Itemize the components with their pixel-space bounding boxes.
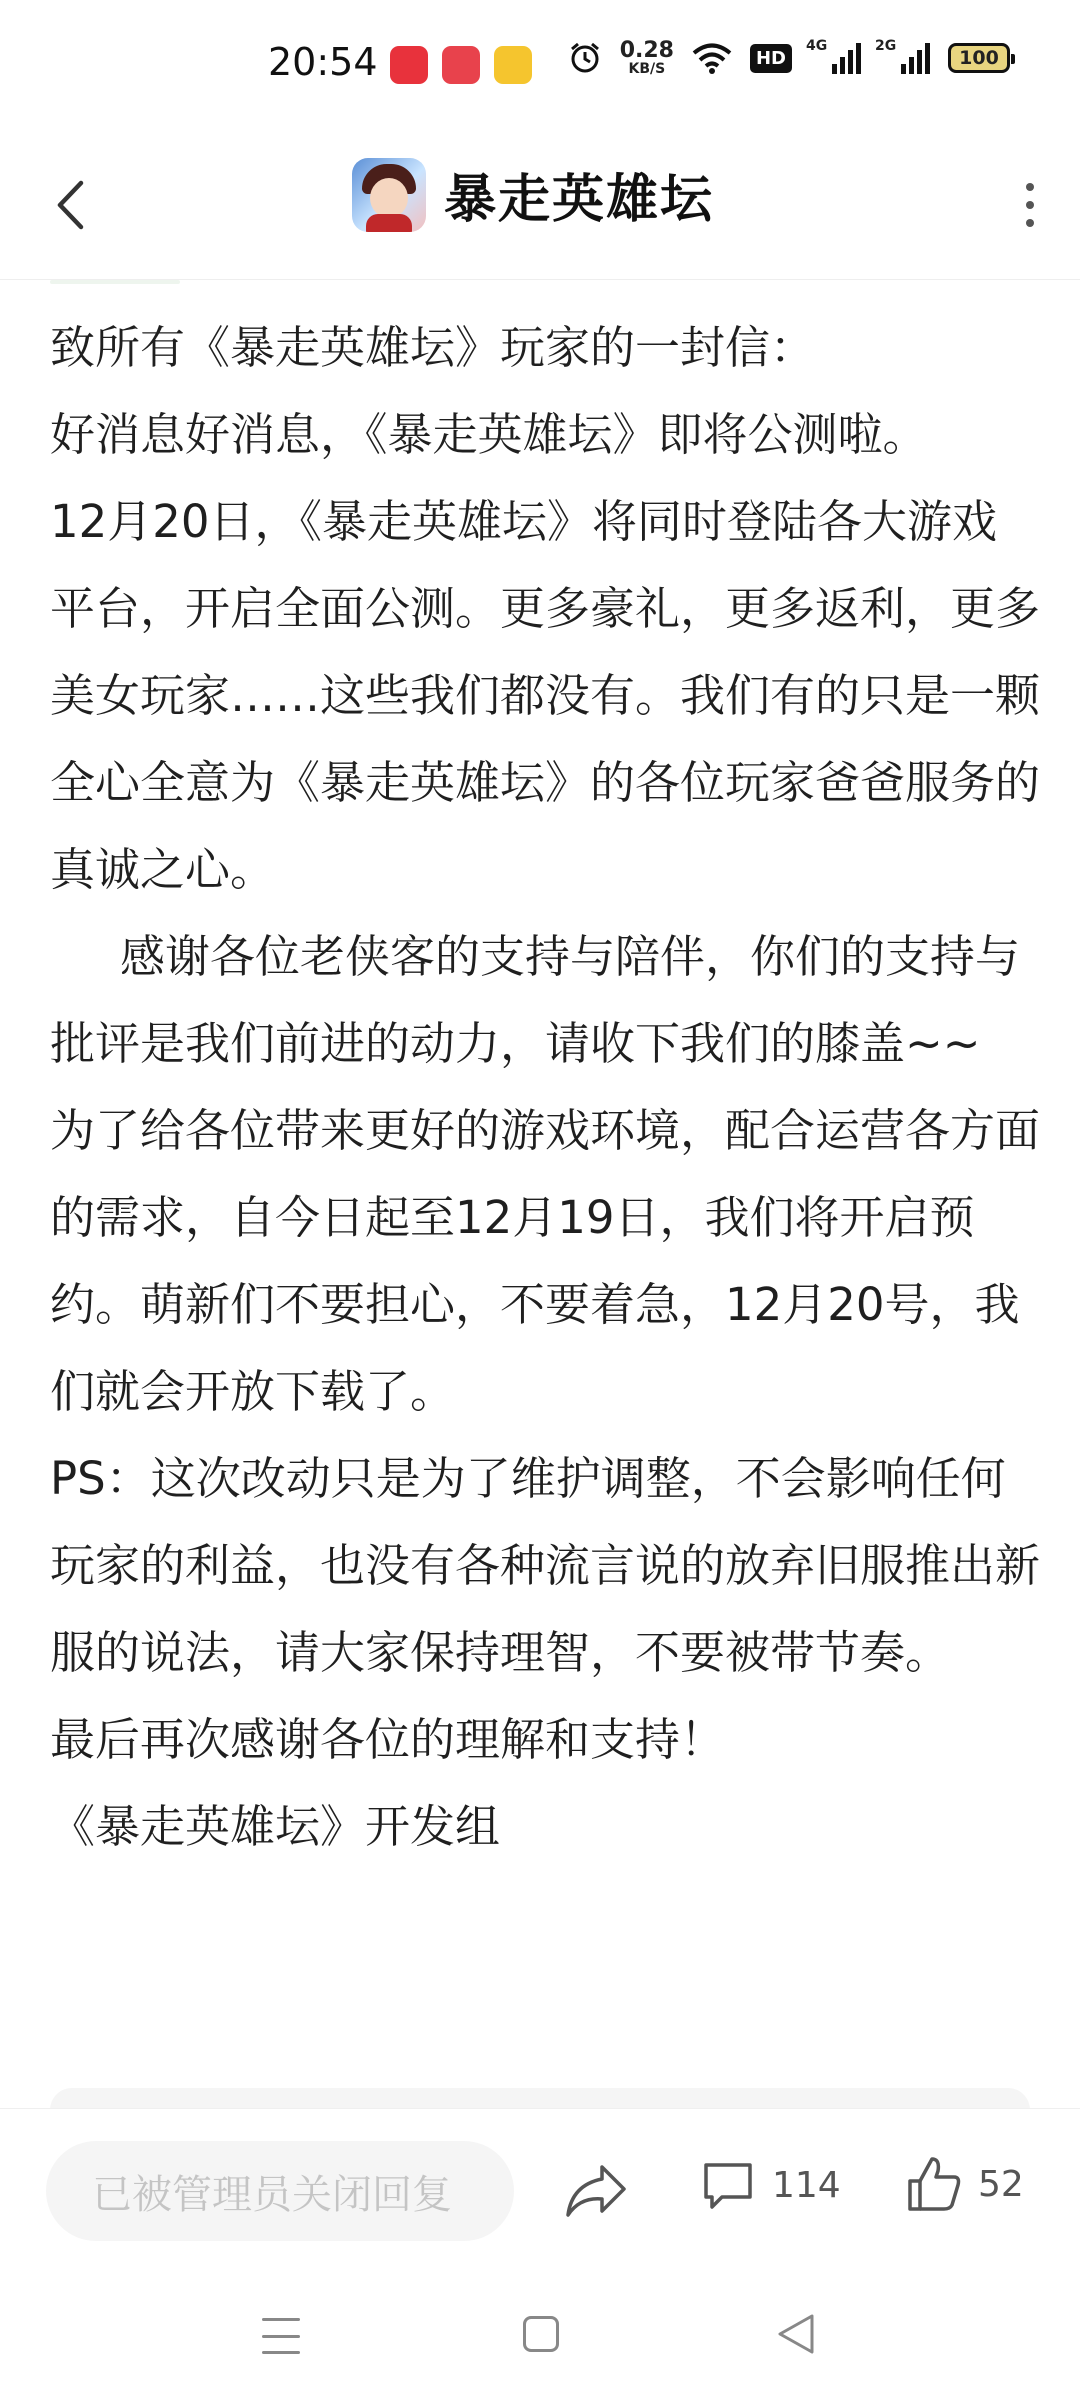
more-options-button[interactable]	[1010, 175, 1050, 235]
post-paragraph: 好消息好消息，《暴走英雄坛》即将公测啦。	[50, 408, 928, 461]
comment-count: 114	[772, 2164, 841, 2206]
signal-4g-icon	[806, 38, 861, 74]
yellow-app-notification-icon	[494, 46, 532, 84]
netease-music-notification-icon	[390, 46, 428, 84]
network-speed	[620, 40, 674, 76]
post-paragraph: 致所有《暴走英雄坛》玩家的一封信：	[50, 321, 816, 374]
post-paragraph: PS：这次改动只是为了维护调整，不会影响任何玩家的利益，也没有各种流言说的放弃旧服推出新服的说法，请大家保持理智，不要被带节奏。	[50, 1452, 1041, 1679]
like-button[interactable]	[906, 2155, 1024, 2213]
post-paragraph: 12月20日，《暴走英雄坛》将同时登陆各大游戏平台，开启全面公测。更多豪礼，更多返利，更多美女玩家……这些我们都没有。我们有的只是一颗全心全意为《暴走英雄坛》的各位玩家爸爸服务的真诚之心。	[50, 495, 1041, 896]
share-icon	[562, 2161, 628, 2221]
network-speed-unit: KB/S	[628, 61, 666, 77]
home-square-icon[interactable]	[523, 2316, 559, 2352]
comment-icon	[700, 2157, 756, 2213]
status-time: 20:54	[268, 40, 378, 84]
comment-button[interactable]	[700, 2157, 841, 2213]
menu-icon[interactable]	[262, 2318, 300, 2354]
back-triangle-icon[interactable]	[776, 2312, 816, 2356]
signal-2g-label: 2G	[875, 38, 897, 54]
next-card-edge	[50, 2088, 1030, 2110]
hd-voice-badge: HD	[750, 44, 792, 73]
forum-title: 暴走英雄坛	[444, 170, 715, 230]
chevron-left-icon	[55, 179, 85, 231]
divider	[50, 280, 180, 284]
forum-header	[0, 135, 1080, 280]
back-button[interactable]	[40, 170, 100, 240]
reply-input-disabled[interactable]: 已被管理员关闭回复	[46, 2141, 514, 2241]
battery-icon	[948, 43, 1010, 73]
post-paragraph: 最后再次感谢各位的理解和支持！	[50, 1713, 726, 1766]
alarm-icon	[568, 41, 602, 75]
post-action-bar	[0, 2108, 1080, 2270]
system-nav-bar	[0, 2270, 1080, 2400]
like-count: 52	[978, 2163, 1024, 2205]
post-paragraph: 感谢各位老侠客的支持与陪伴，你们的支持与批评是我们前进的动力，请收下我们的膝盖~~	[50, 930, 1021, 1070]
signal-4g-label: 4G	[806, 38, 828, 54]
forum-avatar	[352, 158, 426, 232]
status-bar	[0, 0, 1080, 135]
signal-2g-icon	[875, 38, 930, 74]
battery-level: 100	[959, 47, 999, 69]
network-speed-value: 0.28	[619, 38, 674, 63]
share-button[interactable]	[562, 2161, 628, 2221]
forum-identity[interactable]	[352, 157, 714, 232]
video-app-notification-icon	[442, 46, 480, 84]
post-signature: 《暴走英雄坛》开发组	[50, 1800, 501, 1853]
more-vertical-icon	[1026, 183, 1034, 191]
thumbs-up-icon	[906, 2155, 962, 2213]
post-paragraph: 为了给各位带来更好的游戏环境，配合运营各方面的需求，自今日起至12月19日，我们将开启预约。萌新们不要担心，不要着急，12月20号，我们就会开放下载了。	[50, 1104, 1041, 1418]
post-body	[50, 304, 1040, 1870]
wifi-icon	[692, 42, 732, 74]
